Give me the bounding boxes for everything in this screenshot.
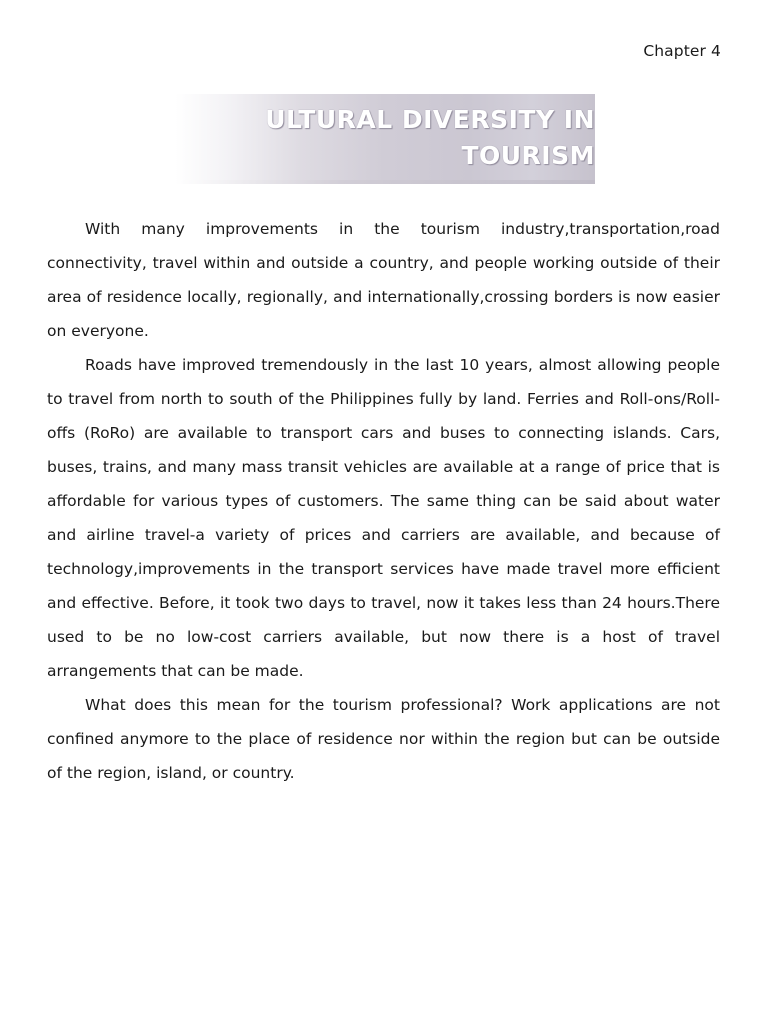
- paragraph-2: Roads have improved tremendously in the last 10 years, almost allowing people to travel from north to south of the Philippines fully by land. Ferries and Roll-ons/Roll-offs (RoRo) are available to transport cars and buses to connecting islands. Cars, buses, trains, and many mass transit vehicles are available at a range of price that is affordable for various types of customers. The same thing can be said about water and airline travel-a variety of prices and carriers are available, and because of technology,improvements in the transport services have made travel more efficient and effective. Before, it took two days to travel, now it takes less than 24 hours.There used to be no low-cost carriers available, but now there is a host of travel arrangements that can be made.: [47, 356, 720, 680]
- body-text: [47, 212, 720, 790]
- chapter-label: Chapter 4: [643, 42, 721, 60]
- chapter-title-banner: [175, 94, 595, 184]
- paragraph-3: What does this mean for the tourism professional? Work applications are not confined anymore to the place of residence nor within the region but can be outside of the region, island, or country.: [47, 696, 720, 782]
- paragraph-1: With many improvements in the tourism industry,transportation,road connectivity, travel within and outside a country, and people working outside of their area of residence locally, regionally, and internationally,crossing borders is now easier on everyone.: [47, 220, 720, 340]
- chapter-title-line-2: TOURISM: [461, 141, 595, 170]
- chapter-title-line-1: ULTURAL DIVERSITY IN: [265, 105, 595, 134]
